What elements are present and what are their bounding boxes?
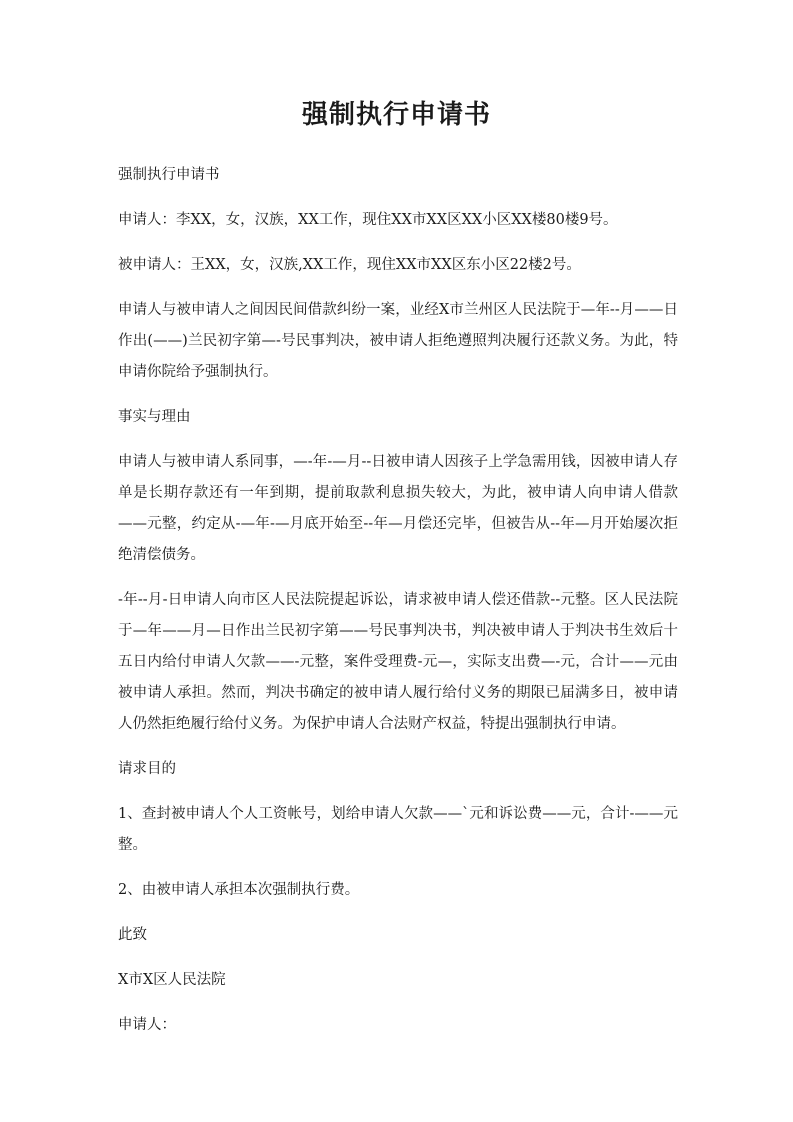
facts-paragraph-1: 申请人与被申请人系同事，—-年-—月--日被申请人因孩子上学急需用钱，因被申请人存单是长期存款还有一年到期，提前取款利息损失较大，为此，被申请人向申请人借款——元整，约定从-—年-—月底开始至--年—月偿还完毕，但被告从--年—月开始屡次拒绝清偿债务。 xyxy=(118,454,678,563)
request-item-2: 2、由被申请人承担本次强制执行费。 xyxy=(118,882,360,898)
document-title: 强制执行申请书 xyxy=(301,100,491,130)
facts-and-reasons-heading: 事实与理由 xyxy=(118,409,191,425)
closing-salutation: 此致 xyxy=(118,927,147,943)
facts-paragraph-2: -年--月-日申请人向市区人民法院提起诉讼，请求被申请人偿还借款--元整。区人民法院于—年——月—日作出兰民初字第——号民事判决书，判决被申请人于判决书生效后十五日内给付申请人欠款——-元整，案件受理费-元—，实际支出费—-元，合计——元由被申请人承担。然而，判决书确定的被申请人履行给付义务的期限已届满多日，被申请人仍然拒绝履行给付义务。为保护申请人合法财产权益，特提出强制执行申请。 xyxy=(118,592,678,732)
request-purpose-heading: 请求目的 xyxy=(118,761,176,777)
subtitle-line: 强制执行申请书 xyxy=(118,167,220,183)
court-addressee: X市X区人民法院 xyxy=(118,972,226,988)
respondent-info: 被申请人：王XX，女，汉族,XX工作，现住XX市XX区东小区22楼2号。 xyxy=(118,257,581,273)
request-item-1: 1、查封被申请人个人工资帐号，划给申请人欠款——`元和诉讼费——元，合计-——元整。 xyxy=(118,806,678,853)
case-background-paragraph: 申请人与被申请人之间因民间借款纠纷一案，业经X市兰州区人民法院于—年--月——日作出(——)兰民初字第—-号民事判决，被申请人拒绝遵照判决履行还款义务。为此，特申请你院给予强制执行。 xyxy=(118,302,678,380)
document-body xyxy=(118,160,678,1055)
applicant-signature-line: 申请人： xyxy=(118,1017,176,1033)
applicant-info: 申请人：李XX，女，汉族，XX工作，现住XX市XX区XX小区XX楼80楼9号。 xyxy=(118,212,618,228)
